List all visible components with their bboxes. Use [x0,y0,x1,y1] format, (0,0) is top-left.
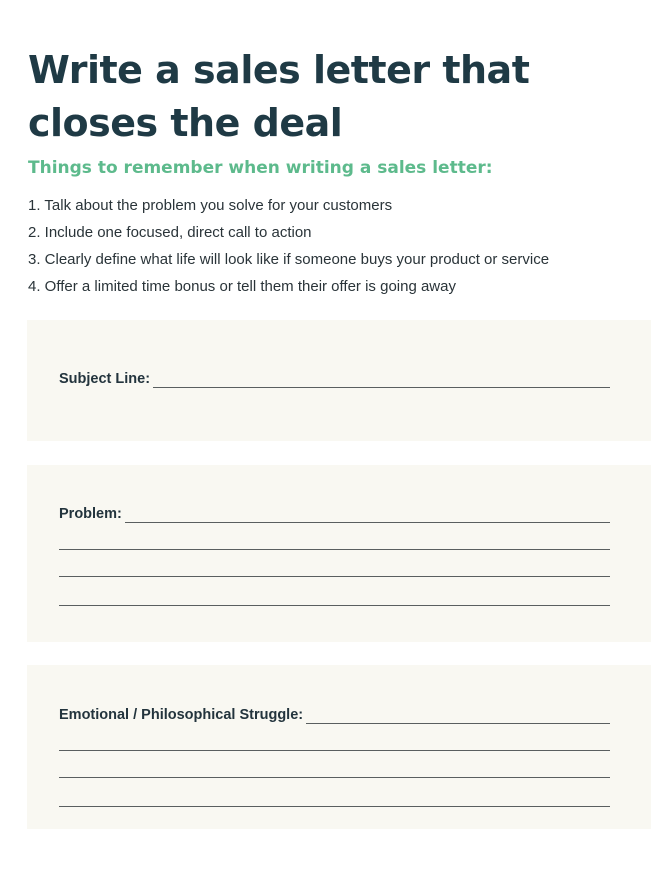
problem-row [59,505,610,523]
tip-item: 2. Include one focused, direct call to action [28,224,312,241]
tip-item: 4. Offer a limited time bonus or tell them their offer is going away [28,278,456,295]
subject-line-section [27,320,651,441]
title-line-2: closes the deal [28,101,343,145]
problem-line-2[interactable] [59,549,610,550]
problem-line-3[interactable] [59,576,610,577]
problem-label: Problem: [59,506,122,522]
problem-line-4[interactable] [59,605,610,606]
struggle-line-4[interactable] [59,806,610,807]
tip-item: 3. Clearly define what life will look like if someone buys your product or service [28,251,550,268]
section-subtitle: Things to remember when writing a sales letter: [28,158,493,178]
title-line-1: Write a sales letter that [28,48,530,92]
struggle-line-2[interactable] [59,750,610,751]
tips-list [28,192,549,300]
problem-field[interactable] [125,522,610,523]
struggle-label: Emotional / Philosophical Struggle: [59,707,304,723]
struggle-field[interactable] [306,723,610,724]
subject-line-label: Subject Line: [59,371,151,387]
struggle-row [59,706,610,724]
struggle-line-3[interactable] [59,777,610,778]
page-title [28,44,588,150]
struggle-section [27,665,651,829]
tip-item: 1. Talk about the problem you solve for your customers [28,197,393,214]
subject-line-row [59,370,610,388]
problem-section [27,465,651,642]
subject-line-field[interactable] [153,387,610,388]
